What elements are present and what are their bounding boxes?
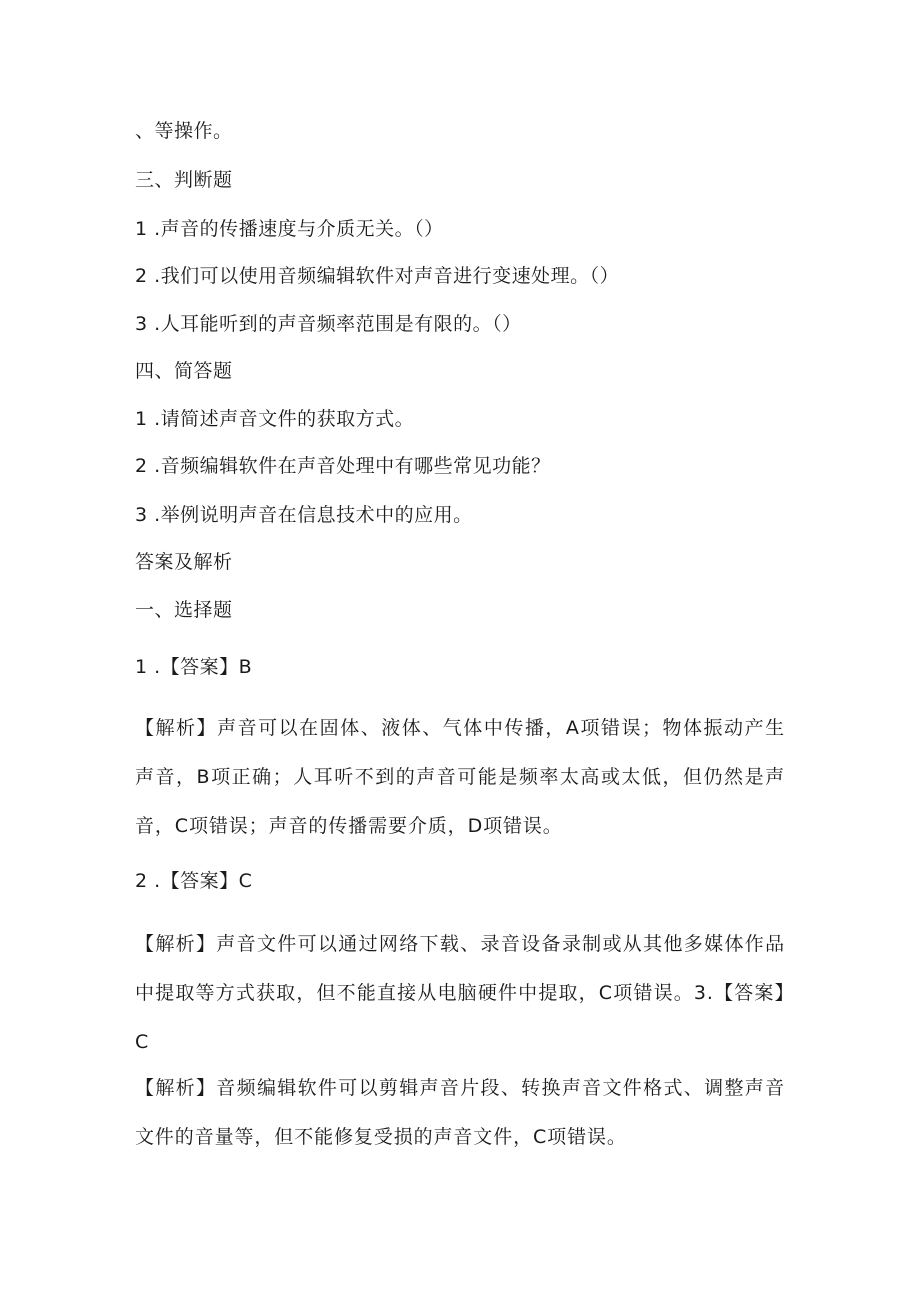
explanation-paragraph: 【解析】声音文件可以通过网络下载、录音设备录制或从其他多媒体作品中提取等方式获取，但不能直接从电脑硬件中提取，C项错误。3.【答案】C	[135, 933, 785, 1053]
section-heading-choice: 一、选择题	[135, 599, 233, 621]
question-line: 1 .声音的传播速度与介质无关。（）	[135, 218, 444, 240]
explanation-paragraph: 【解析】音频编辑软件可以剪辑声音片段、转换声音文件格式、调整声音文件的音量等，但不能修复受损的声音文件，C项错误。	[135, 1077, 785, 1148]
question-line: 2 .我们可以使用音频编辑软件对声音进行变速处理。（）	[135, 265, 620, 287]
question-line: 3 .举例说明声音在信息技术中的应用。	[135, 504, 473, 526]
question-line: 1 .请简述声音文件的获取方式。	[135, 408, 415, 430]
explanation-paragraph: 【解析】声音可以在固体、液体、气体中传播，A项错误；物体振动产生声音，B项正确；人耳听不到的声音可能是频率太高或太低，但仍然是声音，C项错误；声音的传播需要介质，D项错误。	[135, 717, 785, 837]
answer-line: 2 .【答案】C	[135, 870, 253, 892]
text-line: 、等操作。	[135, 120, 233, 142]
section-heading-judgment: 三、判断题	[135, 169, 233, 191]
question-line: 3 .人耳能听到的声音频率范围是有限的。（）	[135, 313, 522, 335]
section-heading-short-answer: 四、简答题	[135, 360, 233, 382]
answers-heading: 答案及解析	[135, 551, 233, 573]
question-line: 2 .音频编辑软件在声音处理中有哪些常见功能？	[135, 455, 551, 477]
answer-line: 1 .【答案】B	[135, 656, 253, 678]
